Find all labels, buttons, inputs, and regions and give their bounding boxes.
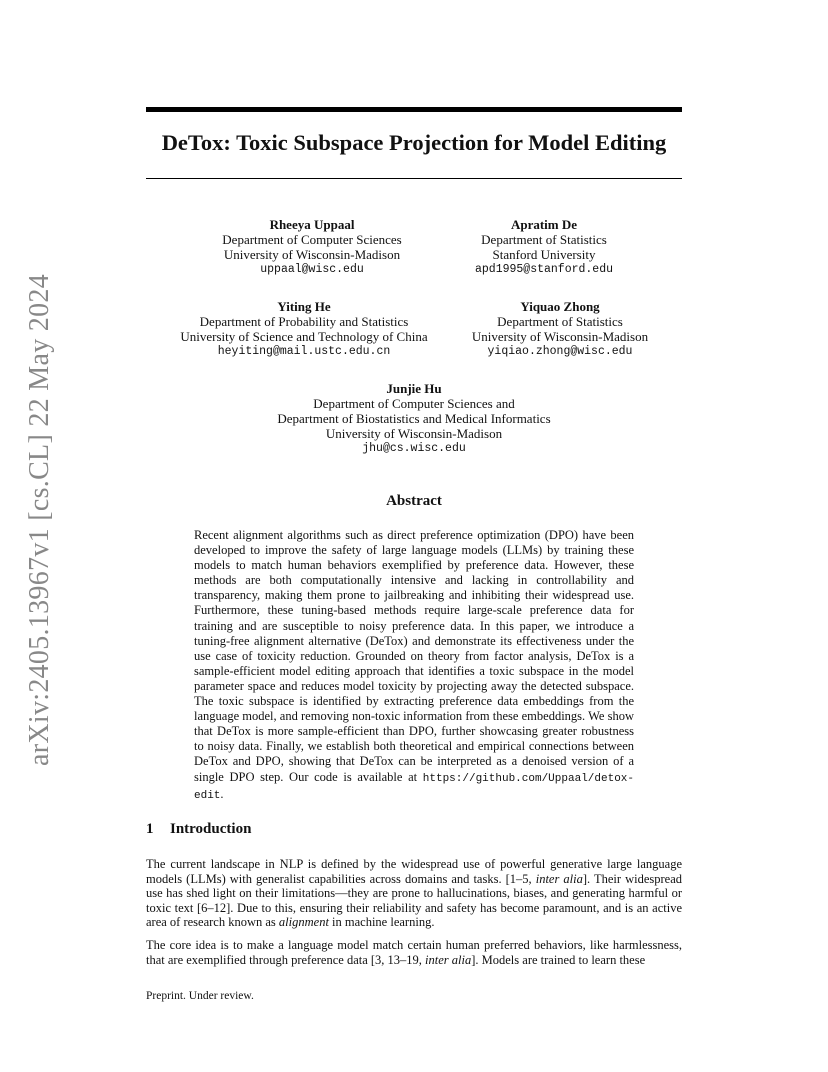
intro-text: in machine learning. xyxy=(332,915,435,930)
arxiv-identifier: arXiv:2405.13967v1 [cs.CL] 22 May 2024 xyxy=(24,273,55,767)
intro-text: ]. Models are trained to learn these xyxy=(471,952,646,967)
author-affiliation: Department of Biostatistics and Medical Informatics xyxy=(277,411,551,426)
intro-paragraph-1 xyxy=(146,857,682,930)
author-affiliation: University of Wisconsin-Madison xyxy=(325,426,503,441)
intro-paragraph-2 xyxy=(146,938,682,967)
author-affiliation: University of Wisconsin-Madison xyxy=(223,247,401,262)
page-footer: Preprint. Under review. xyxy=(146,990,254,1002)
abstract-body xyxy=(194,528,634,804)
intro-text: ]. Their widespread use has shed light on their limitations—they are prone to hallucinations, biases, and generating harmful or toxic text [6–12]. Due to this, ensuring their reliability and safety has become paramount, and is an active area of research known as xyxy=(146,871,682,930)
intro-italic: alignment xyxy=(278,915,329,930)
abstract-heading: Abstract xyxy=(386,493,442,509)
abstract-text: Recent alignment algorithms such as direct preference optimization (DPO) have been developed to improve the safety of large language models (LLMs) by training these models to match human behaviors exemplified by preference data. However, these methods are both computationally intensive and lacking in controllability and transparency, making them prone to jailbreaking and inhibiting their widespread use. Furthermore, these tuning-based methods require large-scale preference data for training and are susceptible to noisy preference data. In this paper, we introduce a tuning-free alignment alternative (DeTox) and demonstrate its effectiveness under the use case of toxicity reduction. Grounded on theory from factor analysis, DeTox is a sample-efficient model editing approach that identifies a toxic subspace in the model parameter space and reduces model toxicity by projecting away the detected subspace. The toxic subspace is identified by extracting preference data embeddings from the language model, and removing non-toxic information from these embeddings. We show that DeTox is more sample-efficient than DPO, further showcasing greater robustness to noisy data. Finally, we establish both theoretical and empirical connections between DeTox and DPO, showing that DeTox can be interpreted as a denoised version of a single DPO step. Our code is available at xyxy=(194,528,634,784)
title-bottom-rule xyxy=(146,178,682,179)
author-block xyxy=(234,381,594,456)
author-affiliation: Stanford University xyxy=(492,247,596,262)
section-heading-introduction xyxy=(146,821,251,838)
author-email: jhu@cs.wisc.edu xyxy=(362,442,466,455)
section-number: 1 xyxy=(146,821,154,837)
author-affiliation: Department of Probability and Statistics xyxy=(199,314,409,329)
code-link[interactable]: https://github.com/Uppaal/detox-edit xyxy=(194,772,634,802)
author-name: Apratim De xyxy=(510,217,578,232)
author-name: Junjie Hu xyxy=(386,381,442,396)
author-name: Rheeya Uppaal xyxy=(269,217,355,232)
author-block xyxy=(444,217,644,277)
intro-text: The current landscape in NLP is defined by the widespread use of powerful generative large language models (LLMs) with generalist capabilities across domains and tasks. [1–5, xyxy=(146,857,682,886)
author-affiliation: University of Science and Technology of China xyxy=(180,329,428,344)
author-affiliation: Department of Statistics xyxy=(481,232,607,247)
intro-text: The core idea is to make a language model match certain human preferred behaviors, like harmlessness, that are exemplified through preference data [3, 13–19, xyxy=(146,938,682,967)
author-email: uppaal@wisc.edu xyxy=(260,263,364,276)
paper-title: DeTox: Toxic Subspace Projection for Model Editing xyxy=(161,130,667,155)
author-email: yiqiao.zhong@wisc.edu xyxy=(487,345,633,358)
intro-italic: inter alia xyxy=(535,871,583,886)
author-block xyxy=(164,299,444,359)
title-top-rule xyxy=(146,107,682,112)
author-email: heyiting@mail.ustc.edu.cn xyxy=(217,345,391,358)
author-block xyxy=(450,299,670,359)
author-affiliation: University of Wisconsin-Madison xyxy=(471,329,649,344)
author-name: Yiquao Zhong xyxy=(520,299,600,314)
intro-italic: inter alia xyxy=(425,952,472,967)
abstract-end: . xyxy=(220,786,224,801)
author-affiliation: Department of Computer Sciences and xyxy=(313,396,515,411)
author-affiliation: Department of Computer Sciences xyxy=(222,232,402,247)
author-affiliation: Department of Statistics xyxy=(497,314,623,329)
author-block xyxy=(212,217,412,277)
author-name: Yiting He xyxy=(277,299,331,314)
section-title: Introduction xyxy=(170,821,252,837)
arxiv-sidebar xyxy=(10,273,70,767)
author-email: apd1995@stanford.edu xyxy=(474,263,614,276)
